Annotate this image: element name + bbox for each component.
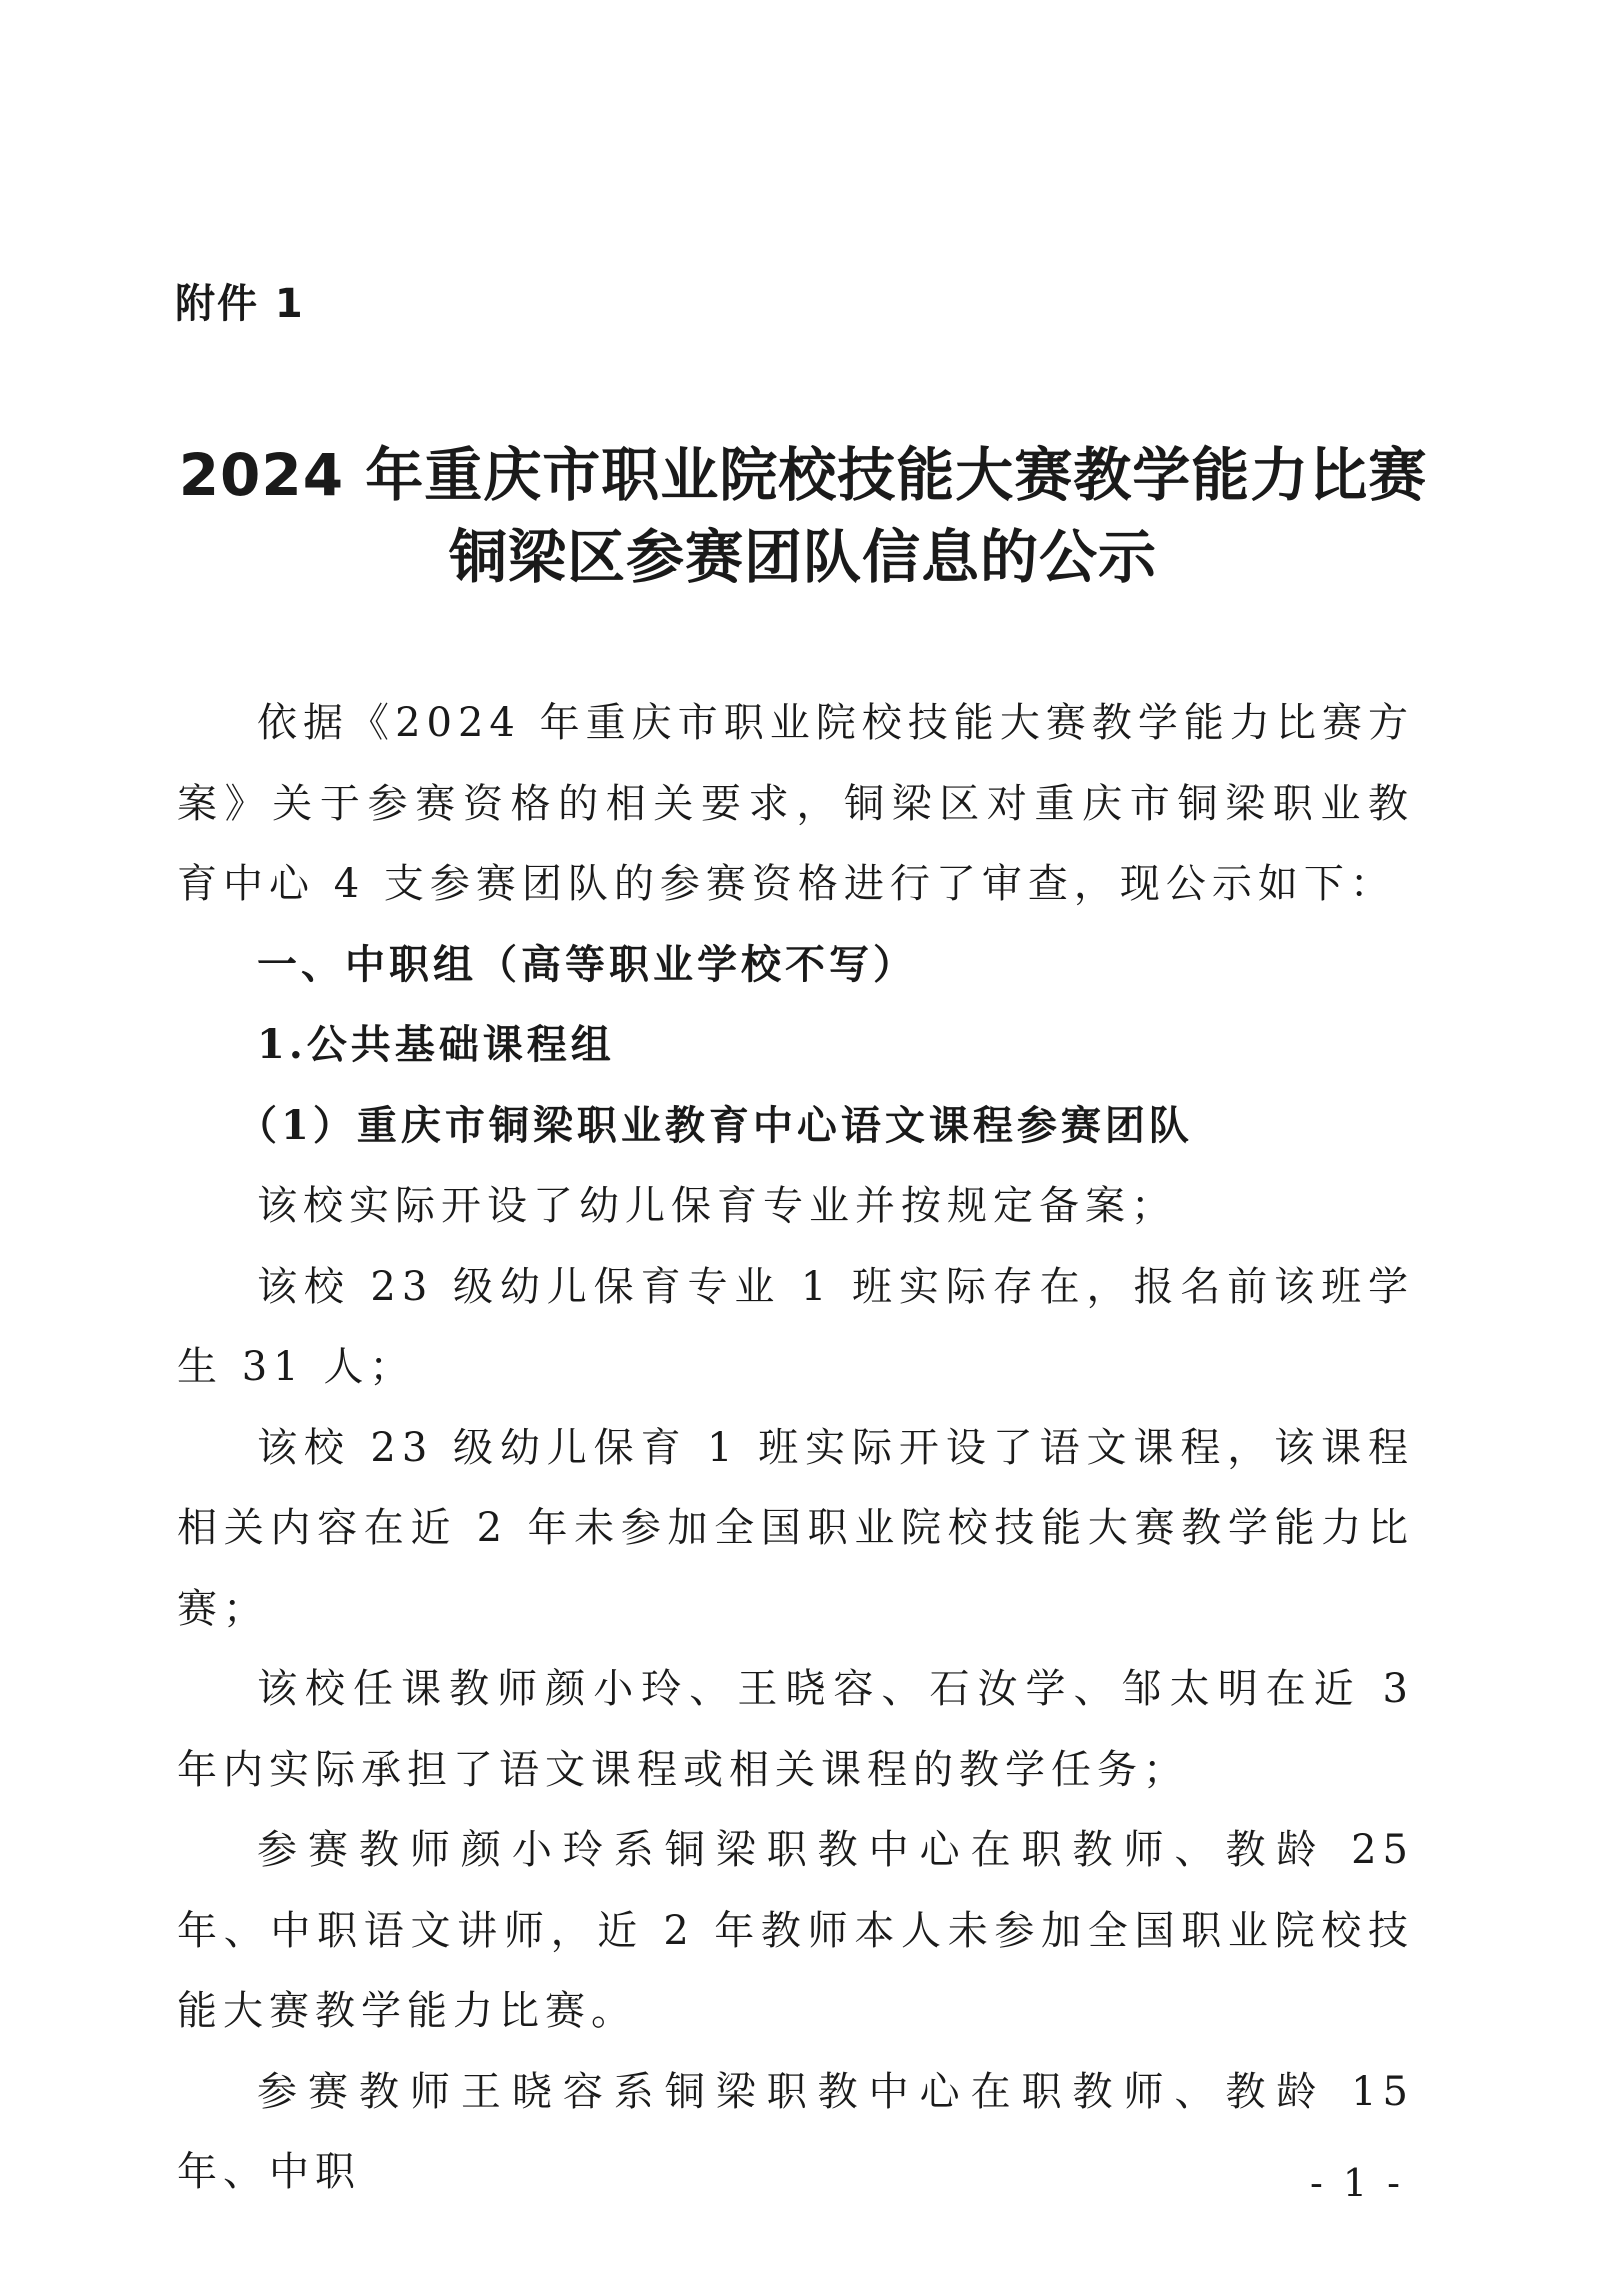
attachment-label: 附件 1 [175,281,305,327]
body-paragraph: 该校 23 级幼儿保育专业 1 班实际存在，报名前该班学生 31 人； [177,1263,1414,1390]
intro-paragraph: 依据《2024 年重庆市职业院校技能大赛教学能力比赛方案》关于参赛资格的相关要求，铜梁区对重庆市铜梁职业教育中心 4 支参赛团队的参赛资格进行了审查，现公示如下： [177,700,1414,907]
body-paragraph: 该校实际开设了幼儿保育专业并按规定备案； [257,1183,1177,1229]
body-paragraph: 该校任课教师颜小玲、王晓容、石汝学、邹太明在近 3 年内实际承担了语文课程或相关课程的教学任务； [177,1666,1414,1793]
page-number: - 1 - [1310,2161,1405,2205]
section-heading: 一、中职组（高等职业学校不写） [257,941,917,988]
body-paragraph: 该校 23 级幼儿保育 1 班实际开设了语文课程，该课程相关内容在近 2 年未参加全国职业院校技能大赛教学能力比赛； [177,1424,1414,1632]
document-body [177,683,1414,2213]
document-title-line-2: 铜梁区参赛团队信息的公示 [448,523,1157,591]
subsection-heading: 1.公共基础课程组 [257,1021,615,1068]
team-heading: （1）重庆市铜梁职业教育中心语文课程参赛团队 [237,1101,1193,1149]
body-paragraph: 参赛教师王晓容系铜梁职教中心在职教师、教龄 15 年、中职 [177,2068,1414,2195]
body-paragraph: 参赛教师颜小玲系铜梁职教中心在职教师、教龄 25 年、中职语文讲师，近 2 年教师本人未参加全国职业院校技能大赛教学能力比赛。 [177,1827,1414,2034]
document-title-line-1: 2024 年重庆市职业院校技能大赛教学能力比赛 [178,441,1428,509]
